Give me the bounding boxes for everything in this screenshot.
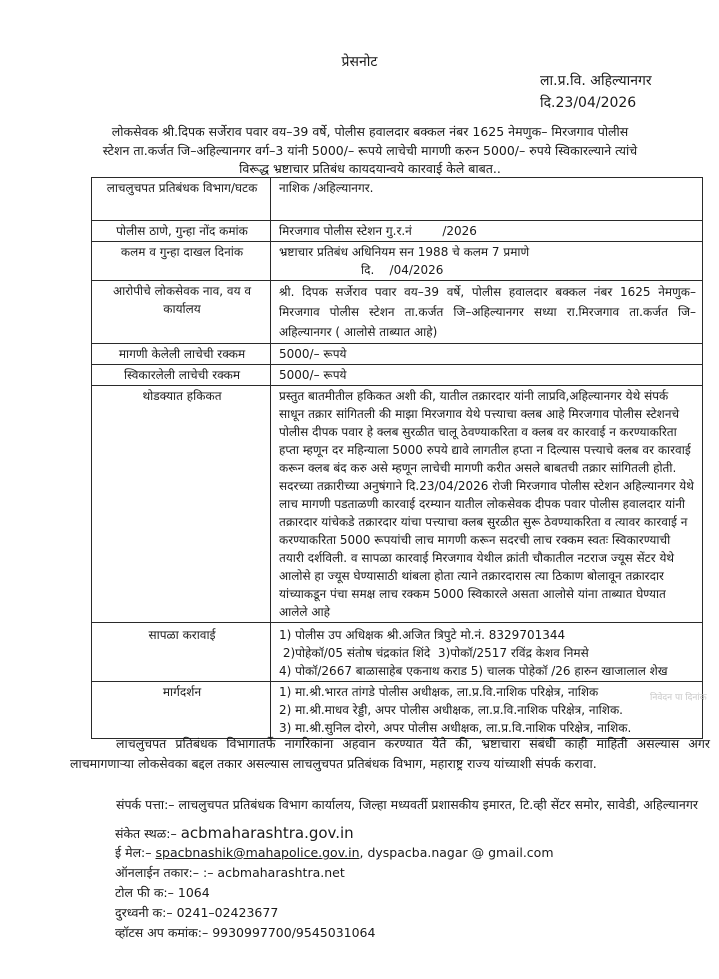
email-secondary[interactable]: , dyspacba.nagar @ gmail.com (359, 845, 554, 860)
table-row (92, 242, 703, 281)
row-value (271, 623, 703, 682)
row-value-line: भ्रष्टाचार प्रतिबंध अधिनियम सन 1988 चे कलम 7 प्रमाणे (279, 245, 530, 259)
table-row (92, 178, 703, 221)
row-value: श्री. दिपक सर्जेराव पवार वय–39 वर्षे, पोलीस हवालदार बक्कल नंबर 1625 नेमणुक– मिरजगाव पोलीस स्टेशन ता.कर्जत जि–अहिल्यानगर सध्या रा.मिरजगाव ता.कर्जत जि–अहिल्यानगर ( आलोसे ताब्यात आहे) (271, 281, 703, 344)
contact-list (115, 823, 554, 943)
row-label: लाचलुचपत प्रतिबंधक विभाग/घटक (92, 178, 271, 221)
phone-number: 0241–02423677 (176, 905, 279, 920)
tollfree-number: 1064 (177, 885, 210, 900)
subject-heading: लोकसेवक श्री.दिपक सर्जेराव पवार वय–39 वर्षे, पोलीस हवालदार बक्कल नंबर 1625 नेमणुक– मिरजगाव पोलीस स्टेशन ता.कर्जत जि–अहिल्यानगर वर्ग–3 यांनी 5000/– रूपये लाचेची मागणी करुन 5000/– रुपये स्विकारल्याने त्यांचे विरूद्ध भ्रष्टाचार प्रतिबंध कायदयान्वये कारवाई केले बाबत.. (102, 124, 638, 176)
row-value (271, 682, 703, 739)
row-label: मागणी केलेली लाचेची रक्कम (92, 344, 271, 365)
table-row (92, 221, 703, 242)
row-value-line: 3) मा.श्री.सुनिल दोरगे, अपर पोलीस अधीक्षक, ला.प्र.वि.नाशिक परिक्षेत्र, नाशिक. (279, 721, 632, 735)
row-value-line: दि. /04/2026 (361, 263, 444, 277)
table-row (92, 365, 703, 386)
document-date: दि.23/04/2026 (540, 95, 637, 111)
case-details-table (91, 177, 703, 739)
office-name: ला.प्र.वि. अहिल्यानगर (540, 73, 652, 89)
row-label: पोलीस ठाणे, गुन्हा नोंद कमांक (92, 221, 271, 242)
row-value: मिरजगाव पोलीस स्टेशन गु.र.नं /2026 (271, 221, 703, 242)
row-value-line: 4) पोकॉ/2667 बाळासाहेब एकनाथ कराड 5) चालक पोहेकॉ /26 हारुन खाजालाल शेख (279, 664, 668, 678)
row-label: मार्गदर्शन (92, 682, 271, 739)
online-link[interactable]: :– acbmaharashtra.net (203, 865, 345, 880)
online-label: ऑनलाईन तकार:– (115, 865, 203, 880)
whatsapp-label: व्हॉटस अप कमांक:– (115, 925, 213, 940)
public-appeal (70, 734, 710, 774)
row-label: कलम व गुन्हा दाखल दिनांक (92, 242, 271, 281)
row-label: सापळा करावाई (92, 623, 271, 682)
row-label: आरोपीचे लोकसेवक नाव, वय व कार्यालय (92, 281, 271, 344)
margin-scribble: निवेदन पा दिनांक (650, 693, 707, 703)
table-row (92, 344, 703, 365)
row-value-line: 1) पोलीस उप अधिक्षक श्री.अजित त्रिपुटे मो.नं. 8329701344 (279, 628, 566, 642)
row-value-line: 2)पोहेकॉ/05 संतोष चंद्रकांत शिंदे 3)पोकॉ/2517 रविंद्र केशव निमसे (279, 646, 589, 660)
row-value: प्रस्तुत बातमीतील हकिकत अशी की, यातील तक्रारदार यांनी लाप्रवि,अहिल्यानगर येथे संपर्क साधून तक्रार सांगितली की माझा मिरजगाव येथे पत्त्याचा क्लब आहे मिरजगाव पोलीस स्टेशनचे पोलीस दीपक पवार हे क्लब सुरळीत चालू ठेवण्याकरिता व क्लब वर कारवाई न करण्याकरिता हप्ता म्हणून दर महिन्याला 5000 रुपये द्यावे लागतील हप्ता न दिल्यास पत्त्याचे क्लब वर कारवाई करून क्लब बंद करु असे म्हणून लाचेची मागणी करीत असले बाबतची तक्रार सांगितली होती. सदरच्या तक्रारीच्या अनुषंगाने दि.23/04/2026 रोजी मिरजगाव पोलीस स्टेशन अहिल्यानगर येथे लाच मागणी पडताळणी कारवाई दरम्यान यातील लोकसेवक दीपक पवार पोलीस हवालदार यांनी तक्रारदार यांचेकडे तक्रारदार यांचा पत्त्याचा क्लब सुरळीत सुरू ठेवण्याकरिता व त्यावर कारवाई न करण्याकरिता 5000 रूपयांची लाच मागणी करून सदरची लाच रक्कम स्वतः स्विकारण्याची तयारी दर्शविली. व सापळा कारवाई मिरजगाव येथील क्रांती चौकातील नटराज ज्यूस सेंटर येथे आलोसे हा ज्यूस घेण्यासाठी थांबला होता त्याने तक्रारदारास त्या ठिकाण बोलावून तक्रारदार यांच्याकडून पंचा समक्ष लाच रक्कम 5000 स्विकारले असता आलोसे यांना ताब्यात घेण्यात आलेले आहे (271, 386, 703, 623)
table-row (92, 386, 703, 623)
row-value: नाशिक /अहिल्यानगर. (271, 178, 703, 221)
whatsapp-number: 9930997700/9545031064 (212, 925, 376, 940)
phone-label: दुरध्वनी क:– (115, 905, 177, 920)
online-complaint-line (115, 863, 554, 883)
row-value (271, 242, 703, 281)
tollfree-label: टोल फी क:– (115, 885, 178, 900)
phone-line (115, 903, 554, 923)
row-value: 5000/– रूपये (271, 365, 703, 386)
tollfree-line (115, 883, 554, 903)
row-label: स्विकारलेली लाचेची रक्कम (92, 365, 271, 386)
whatsapp-line (115, 923, 554, 943)
website-link[interactable]: acbmaharashtra.gov.in (180, 824, 354, 842)
email-link-primary[interactable]: spacbnashik@mahapolice.gov.in (155, 845, 360, 860)
appeal-text: लाचलुचपत प्रतिबंधक विभागातर्फे नागरिकांना अहवान करण्यात येते की, भ्रष्टाचारा संबंधी काही माहिती असल्यास अगर लाचमागणाऱ्या लोकसेवका बद्दल तकार असल्यास लाचलुचपत प्रतिबंधक विभाग, महाराष्ट्र राज्य यांच्याशी संपर्क करावा. (70, 736, 710, 771)
table-row (92, 281, 703, 344)
website-line (115, 823, 554, 843)
table-row (92, 682, 703, 739)
website-label: संकेत स्थळ:– (115, 826, 181, 841)
row-value-line: 2) मा.श्री.माधव रेड्डी, अपर पोलीस अधीक्षक, ला.प्र.वि.नाशिक परिक्षेत्र, नाशिक. (279, 703, 623, 717)
row-value-line: 1) मा.श्री.भारत तांगडे पोलीस अधीक्षक, ला.प्र.वि.नाशिक परिक्षेत्र, नाशिक (279, 685, 599, 699)
email-label: ई मेल:– (115, 845, 156, 860)
press-note-title: प्रेसनोट (341, 54, 378, 70)
contact-address (70, 795, 710, 814)
email-line (115, 843, 554, 863)
address-text: संपर्क पत्ता:– लाचलुचपत प्रतिबंधक विभाग कार्यालय, जिल्हा मध्यवर्ती प्रशासकीय इमारत, टि.व्ही सेंटर समोर, सावेडी, अहिल्यानगर (116, 797, 698, 812)
row-label: थोडक्यात हकिकत (92, 386, 271, 623)
table-row (92, 623, 703, 682)
row-value: 5000/– रूपये (271, 344, 703, 365)
